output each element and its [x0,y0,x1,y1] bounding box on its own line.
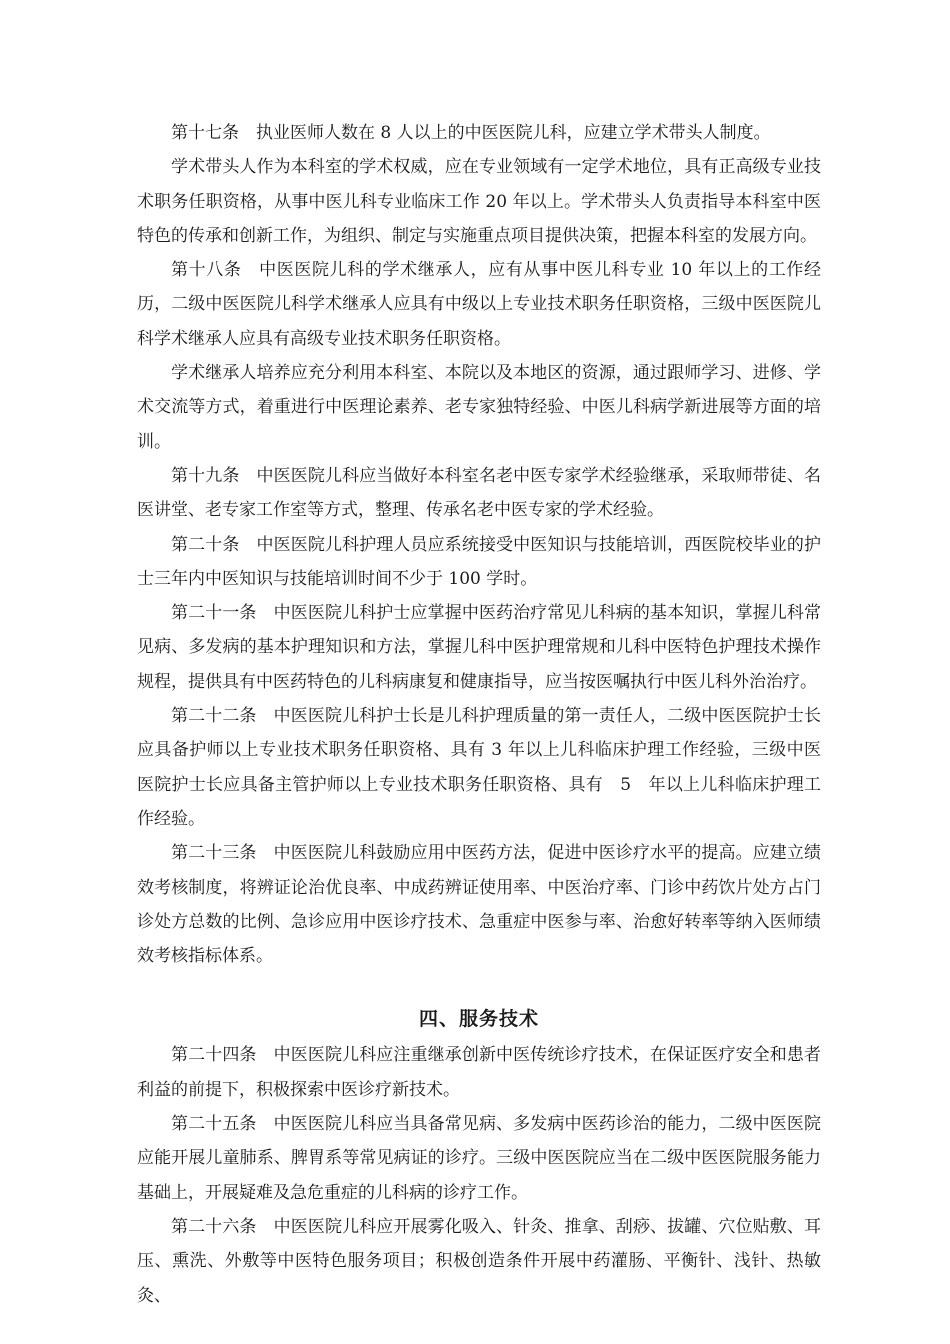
document-page [137,116,821,1313]
article-20-paragraph: 第二十条 中医医院儿科护理人员应系统接受中医知识与技能培训，西医院校毕业的护士三年内中医知识与技能培训时间不少于 100 学时。 [137,534,821,589]
section-heading: 四、服务技术 [418,1008,539,1031]
article-17-paragraph: 第十七条 执业医师人数在 8 人以上的中医医院儿科，应建立学术带头人制度。 [171,123,771,143]
article-19-paragraph: 第十九条 中医医院儿科应当做好本科室名老中医专家学术经验继承，采取师带徒、名医讲堂、老专家工作室等方式，整理、传承名老中医专家的学术经验。 [137,465,821,521]
academic-successor-paragraph: 学术继承人培养应充分利用本科室、本院以及本地区的资源，通过跟师学习、进修、学术交流等方式，着重进行中医理论素养、老专家独特经验、中医儿科病学新进展等方面的培训。 [137,363,821,452]
article-25-paragraph: 第二十五条 中医医院儿科应当具备常见病、多发病中医药诊治的能力，二级中医医院应能开展儿童肺系、脾胃系等常见病证的诊疗。三级中医医院应当在二级中医医院服务能力基础上，开展疑难及急危重症的儿科病的诊疗工作。 [137,1114,821,1203]
article-21-paragraph: 第二十一条 中医医院儿科护士应掌握中医药治疗常见儿科病的基本知识，掌握儿科常见病、多发病的基本护理知识和方法，掌握儿科中医护理常规和儿科中医特色护理技术操作规程，提供具有中医药特色的儿科病康复和健康指导，应当按医嘱执行中医儿科外治治疗。 [137,603,821,692]
article-26-paragraph: 第二十六条 中医医院儿科应开展雾化吸入、针灸、推拿、刮痧、拔罐、穴位贴敷、耳压、熏洗、外敷等中医特色服务项目；积极创造条件开展中药灌肠、平衡针、浅针、热敏灸、 [137,1216,821,1306]
academic-leader-paragraph: 学术带头人作为本科室的学术权威，应在专业领域有一定学术地位，具有正高级专业技术职务任职资格，从事中医儿科专业临床工作 20 年以上。学术带头人负责指导本科室中医特色的传承和创新工作，为组织、制定与实施重点项目提供决策，把握本科室的发展方向。 [137,157,821,246]
article-22-paragraph: 第二十二条 中医医院儿科护士长是儿科护理质量的第一责任人，二级中医医院护士长应具备护师以上专业技术职务任职资格、具有 3 年以上儿科临床护理工作经验，三级中医医院护士长应具备主管护师以上专业技术职务任职资格、具有 5 年以上儿科临床护理工作经验。 [137,706,821,829]
article-23-paragraph: 第二十三条 中医医院儿科鼓励应用中医药方法，促进中医诊疗水平的提高。应建立绩效考核制度，将辨证论治优良率、中成药辨证使用率、中医治疗率、门诊中药饮片处方占门诊处方总数的比例、急诊应用中医诊疗技术、急重症中医参与率、治愈好转率等纳入医师绩效考核指标体系。 [137,843,821,967]
article-18-paragraph: 第十八条 中医医院儿科的学术继承人，应有从事中医儿科专业 10 年以上的工作经历，二级中医医院儿科学术继承人应具有中级以上专业技术职务任职资格，三级中医医院儿科学术继承人应具有高级专业技术职务任职资格。 [137,260,821,349]
article-24-paragraph: 第二十四条 中医医院儿科应注重继承创新中医传统诊疗技术，在保证医疗安全和患者利益的前提下，积极探索中医诊疗新技术。 [137,1045,821,1100]
